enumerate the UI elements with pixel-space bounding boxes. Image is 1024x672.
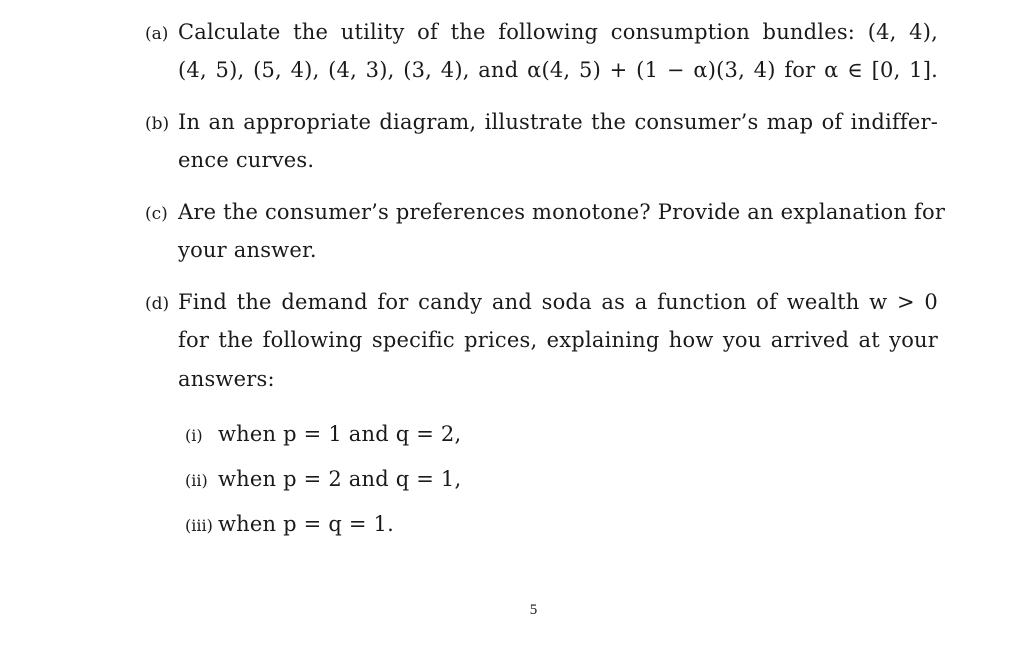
part-c-line-1: Are the consumer’s preferences monotone? Provide an explanation for <box>178 200 946 224</box>
part-d-line-2: for the following specific prices, explaining how you arrived at your <box>178 328 938 352</box>
subpart-ii-text: when p = 2 and q = 1, <box>218 467 462 491</box>
part-d-marker: (d) <box>145 294 170 314</box>
part-d-line-1: Find the demand for candy and soda as a function of wealth w > 0 <box>178 290 938 314</box>
part-b-line-2: ence curves. <box>178 148 315 172</box>
part-b-line-1: In an appropriate diagram, illustrate the consumer’s map of indiffer- <box>178 110 938 134</box>
part-a-line-1: Calculate the utility of the following consumption bundles: (4, 4), <box>178 20 938 44</box>
subpart-ii-marker: (ii) <box>185 471 208 490</box>
subpart-iii-text: when p = q = 1. <box>218 512 394 536</box>
subpart-iii-marker: (iii) <box>185 516 213 535</box>
part-b-marker: (b) <box>145 114 170 134</box>
subpart-i-marker: (i) <box>185 426 203 445</box>
page-number: 5 <box>529 602 538 618</box>
subpart-i-text: when p = 1 and q = 2, <box>218 422 462 446</box>
part-a-line-2: (4, 5), (5, 4), (4, 3), (3, 4), and α(4, 5) + (1 − α)(3, 4) for α ∈ [0, 1]. <box>178 58 938 82</box>
part-a-marker: (a) <box>145 24 169 44</box>
part-c-marker: (c) <box>145 204 168 224</box>
part-d-line-3: answers: <box>178 367 275 391</box>
part-c-line-2: your answer. <box>178 238 317 262</box>
